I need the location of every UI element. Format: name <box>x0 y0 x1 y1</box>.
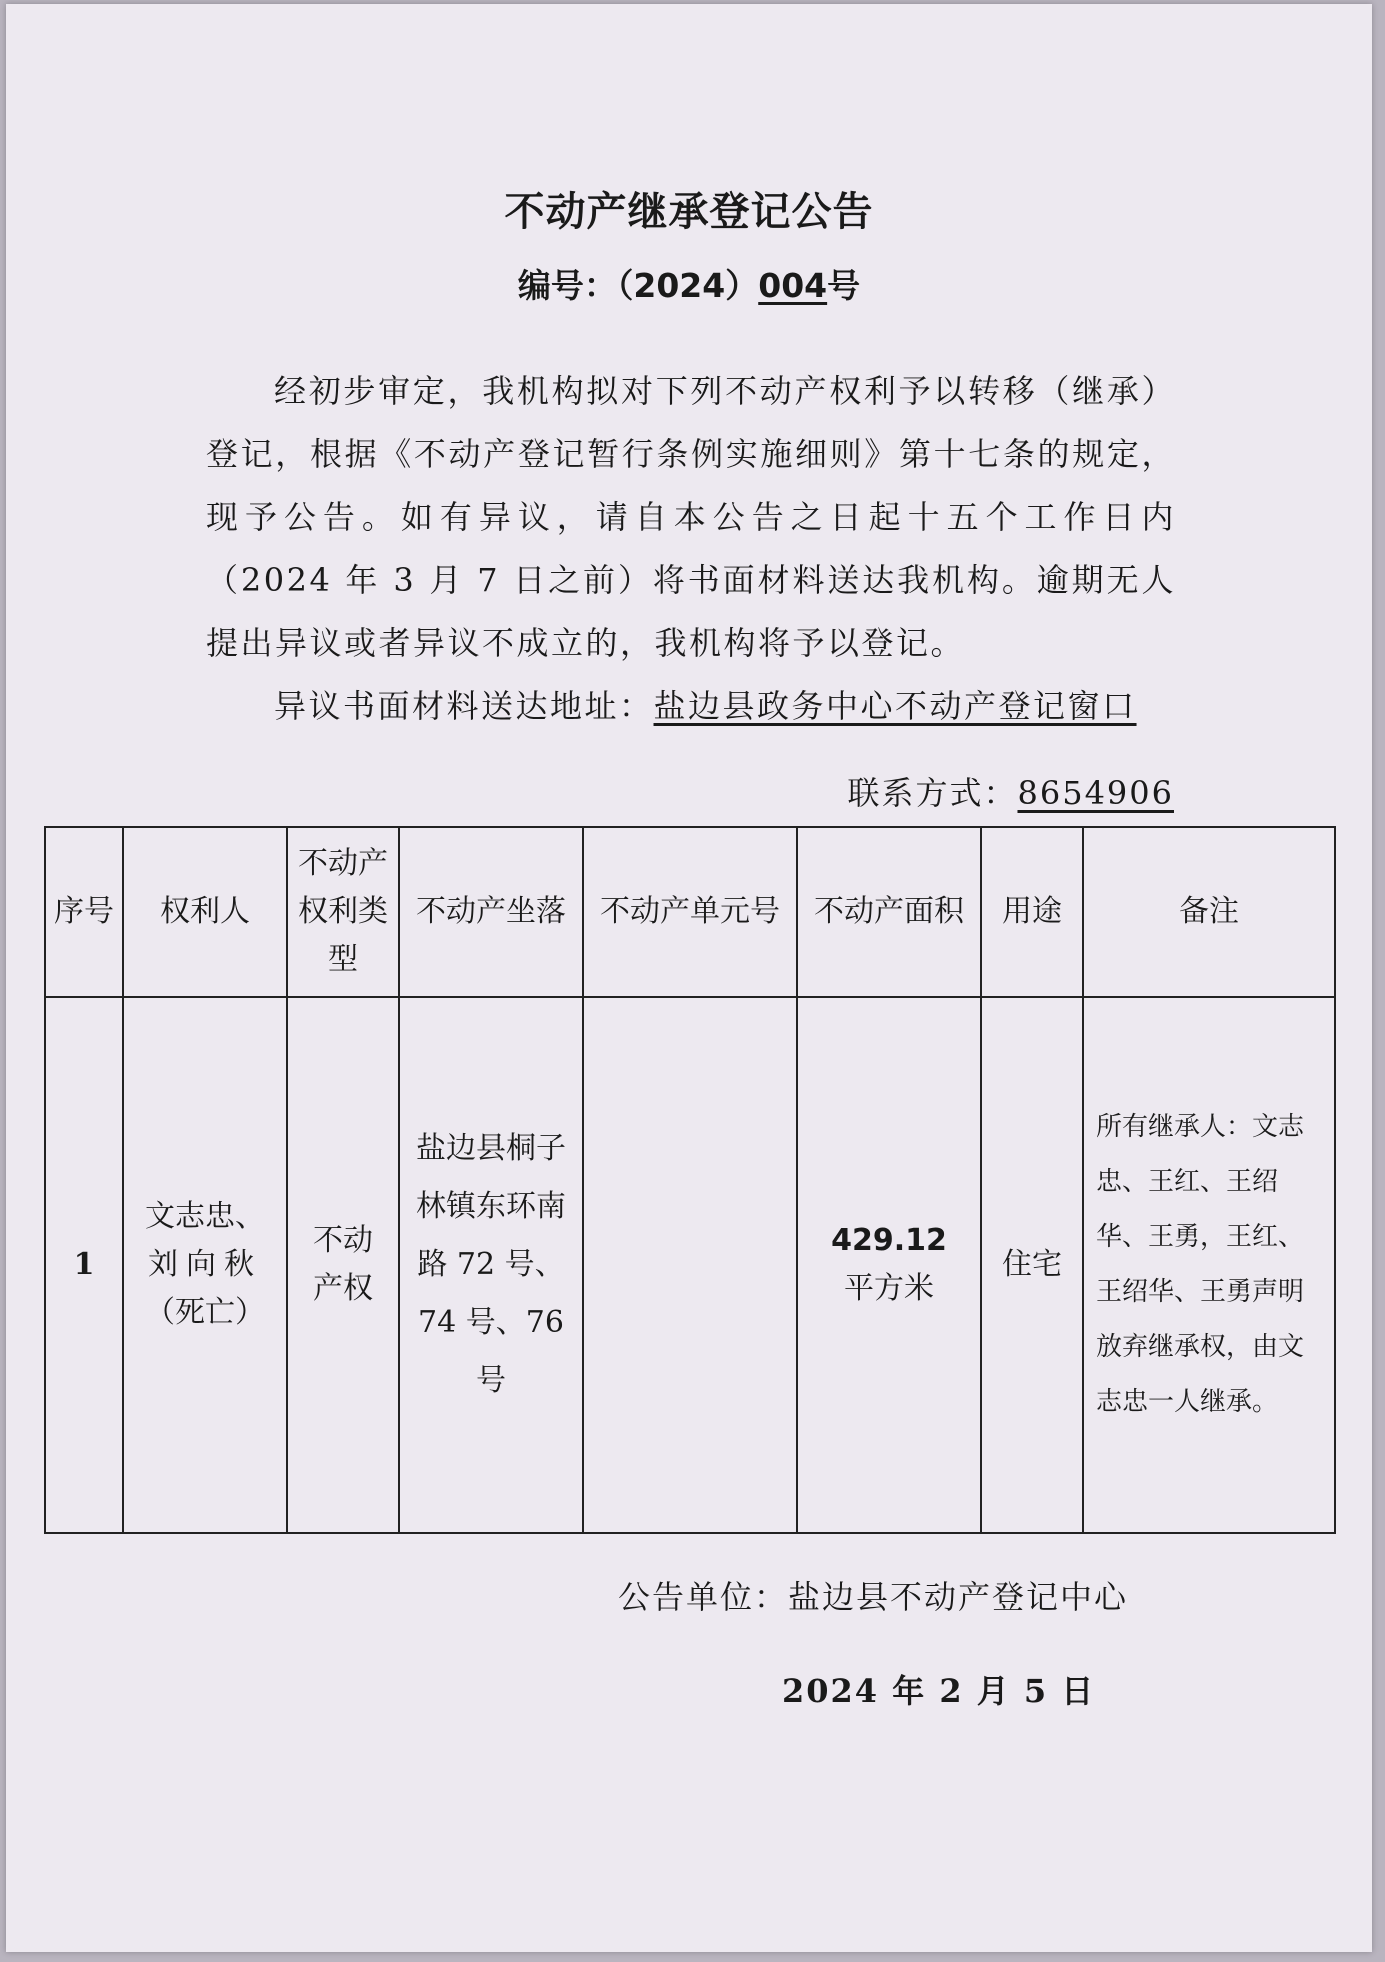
doc-number-suffix: 号 <box>827 266 861 305</box>
cell-area <box>797 997 981 1533</box>
notice-body <box>206 360 1176 738</box>
holder-line: 文志忠、 <box>145 1199 265 1234</box>
header-area: 不动产面积 <box>797 827 981 997</box>
document-number <box>6 260 1372 307</box>
cell-right-type: 不动产权 <box>287 997 399 1533</box>
header-remark: 备注 <box>1083 827 1335 997</box>
cell-remark: 所有继承人：文志忠、王红、王绍华、王勇，王红、王绍华、王勇声明放弃继承权，由文志忠一人继承。 <box>1083 997 1335 1533</box>
address-value: 盐边县政务中心不动产登记窗口 <box>653 687 1137 725</box>
header-usage: 用途 <box>981 827 1083 997</box>
cell-usage: 住宅 <box>981 997 1083 1533</box>
cell-holder <box>123 997 287 1533</box>
address-label: 异议书面材料送达地址： <box>274 687 654 725</box>
area-unit: 平方米 <box>844 1271 934 1306</box>
table-header-row <box>45 827 1335 997</box>
notice-paper <box>6 4 1372 1952</box>
registration-table <box>44 826 1336 1534</box>
header-location: 不动产坐落 <box>399 827 583 997</box>
issue-date: 2024 年 2 月 5 日 <box>782 1672 1096 1710</box>
issuer-line: 公告单位：盐边县不动产登记中心 <box>618 1578 1129 1616</box>
contact-value: 8654906 <box>1017 774 1174 812</box>
holder-line: 刘向秋 <box>148 1247 262 1282</box>
notice-paragraph: 经初步审定，我机构拟对下列不动产权利予以转移（继承）登记，根据《不动产登记暂行条例实施细则》第十七条的规定，现予公告。如有异议，请自本公告之日起十五个工作日内（2024 年 3 月 7 日之前）将书面材料送达我机构。逾期无人提出异议或者异议不成立的，我机构将予以登记。 <box>206 372 1176 662</box>
contact-label: 联系方式： <box>847 774 1018 812</box>
header-right-type: 不动产权利类型 <box>287 827 399 997</box>
holder-line: （死亡） <box>145 1295 265 1330</box>
header-no: 序号 <box>45 827 123 997</box>
cell-location: 盐边县桐子林镇东环南路 72 号、74 号、76 号 <box>399 997 583 1533</box>
cell-no: 1 <box>45 997 123 1533</box>
header-holder: 权利人 <box>123 827 287 997</box>
address-line <box>206 675 1176 738</box>
table-row <box>45 997 1335 1533</box>
page-title: 不动产继承登记公告 <box>504 189 874 235</box>
doc-number-prefix: 编号：（2024） <box>517 266 759 305</box>
cell-unit-no <box>583 997 797 1533</box>
header-unit-no: 不动产单元号 <box>583 827 797 997</box>
area-value: 429.12 <box>831 1223 947 1258</box>
doc-number-value: 004 <box>758 266 828 305</box>
contact-line <box>847 768 1174 814</box>
